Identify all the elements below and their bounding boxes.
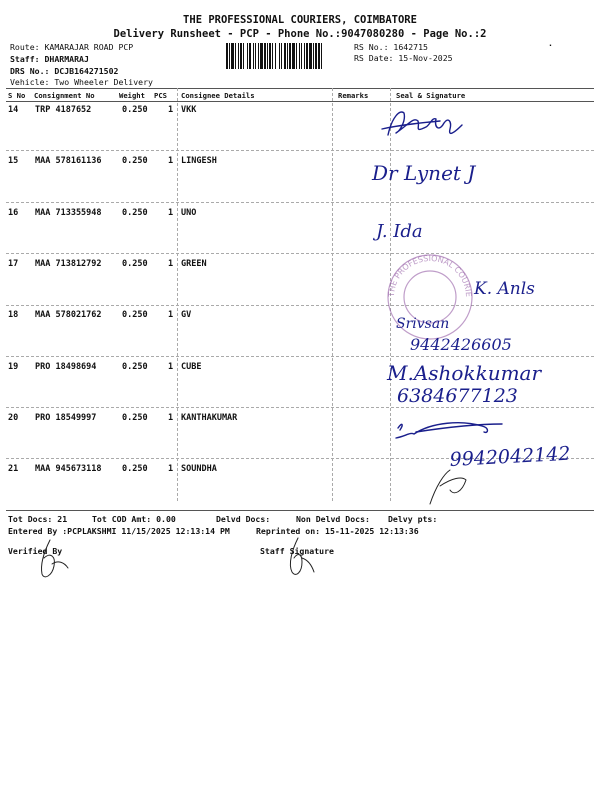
signature-text-15: Dr Lynet J: [372, 161, 476, 185]
row-consignment: MAA 945673118: [35, 464, 102, 474]
row-weight: 0.250: [122, 208, 148, 218]
staff-signature-label: Staff Signature: [260, 546, 334, 556]
row-pcs: 1: [168, 362, 174, 372]
row-divider: [6, 253, 594, 254]
signature-text-17: K. Anls: [474, 279, 535, 299]
svg-text:THE PROFESSIONAL COURIERS: [380, 243, 473, 298]
row-weight: 0.250: [122, 310, 148, 320]
row-pcs: 1: [168, 259, 174, 269]
col-remarks: Remarks: [338, 91, 369, 100]
row-pcs: 1: [168, 413, 174, 423]
rs-number: RS No.: 1642715: [354, 42, 428, 52]
signature-phone-20: 9942042142: [449, 442, 571, 471]
row-pcs: 1: [168, 105, 174, 115]
row-consignment: MAA 578021762: [35, 310, 102, 320]
signature-phone-18: 9442426605: [410, 335, 512, 354]
row-consignee: SOUNDHA: [181, 464, 217, 474]
delivery-points: Delvy pts:: [388, 514, 438, 524]
row-consignment: PRO 18498694: [35, 362, 97, 372]
signature-text-19: M.Ashokkumar: [387, 361, 542, 385]
signature-phone-19: 6384677123: [397, 385, 518, 407]
row-sno: 16: [8, 208, 19, 218]
row-weight: 0.250: [122, 156, 148, 166]
row-sno: 15: [8, 156, 19, 166]
col-weight: Weight: [119, 91, 145, 100]
row-consignee: GV: [181, 310, 192, 320]
header-top-rule: [6, 88, 594, 89]
signature-row-17: [470, 268, 560, 308]
row-consignment: MAA 578161136: [35, 156, 102, 166]
signature-row-14: [370, 103, 480, 148]
document-title: THE PROFESSIONAL COURIERS, COIMBATORE: [183, 14, 417, 26]
delivered-docs: Delvd Docs:: [216, 514, 271, 524]
row-sno: 19: [8, 362, 19, 372]
row-consignee: GREEN: [181, 259, 207, 269]
staff-signature-mark: [280, 532, 330, 580]
corner-mark: .: [548, 38, 553, 48]
total-docs: Tot Docs: 21: [8, 514, 68, 524]
row-consignment: MAA 713355948: [35, 208, 102, 218]
verified-by-signature: [28, 534, 78, 582]
row-consignee: VKK: [181, 105, 197, 115]
col-consignment: Consignment No: [34, 91, 95, 100]
row-weight: 0.250: [122, 362, 148, 372]
col-consignee: Consignee Details: [181, 91, 255, 100]
row-divider: [6, 202, 594, 203]
vehicle-label: Vehicle: Two Wheeler Delivery: [10, 77, 153, 87]
signature-row-15: [368, 150, 528, 195]
total-cod-amount: Tot COD Amt: 0.00: [92, 514, 176, 524]
row-weight: 0.250: [122, 105, 148, 115]
rs-date: RS Date: 15-Nov-2025: [354, 53, 453, 63]
route-label: Route: KAMARAJAR ROAD PCP: [10, 42, 134, 52]
row-consignment: MAA 713812792: [35, 259, 102, 269]
row-consignee: LINGESH: [181, 156, 217, 166]
row-sno: 17: [8, 259, 19, 269]
signature-text-16: J. Ida: [376, 221, 423, 242]
row-consignee: UNO: [181, 208, 197, 218]
non-delivered-docs: Non Delvd Docs:: [296, 514, 370, 524]
row-sno: 18: [8, 310, 19, 320]
row-sno: 21: [8, 464, 19, 474]
row-weight: 0.250: [122, 464, 148, 474]
row-pcs: 1: [168, 156, 174, 166]
signature-row-19: [385, 358, 575, 408]
signature-row-20-21: [392, 412, 592, 512]
entered-by: Entered By :PCPLAKSHMI 11/15/2025 12:13:14 PM: [8, 526, 230, 536]
row-pcs: 1: [168, 464, 174, 474]
drs-number: DRS No.: DCJB164271502: [10, 66, 119, 76]
row-consignment: PRO 18549997: [35, 413, 97, 423]
stamp-text: THE PROFESSIONAL COURIERS: [380, 243, 474, 298]
signature-row-18: [392, 312, 562, 357]
document-subtitle: Delivery Runsheet - PCP - Phone No.:9047080280 - Page No.:2: [113, 28, 487, 40]
reprinted-on: Reprinted on: 15-11-2025 12:13:36: [256, 526, 419, 536]
col-pcs: PCS: [154, 91, 167, 100]
verified-by-label: Verified By: [8, 546, 63, 556]
row-weight: 0.250: [122, 259, 148, 269]
row-consignee: KANTHAKUMAR: [181, 413, 238, 423]
row-sno: 14: [8, 105, 19, 115]
staff-label: Staff: DHARMARAJ: [10, 54, 89, 64]
row-consignment: TRP 4187652: [35, 105, 92, 115]
col-seal-signature: Seal & Signature: [396, 91, 466, 100]
header-bottom-rule: [6, 101, 594, 102]
row-weight: 0.250: [122, 413, 148, 423]
row-consignee: CUBE: [181, 362, 202, 372]
row-pcs: 1: [168, 310, 174, 320]
signature-text-18: Srivsan: [396, 316, 450, 332]
col-sno: S No: [8, 91, 26, 100]
row-sno: 20: [8, 413, 19, 423]
barcode: [226, 43, 353, 69]
row-pcs: 1: [168, 208, 174, 218]
signature-row-16: [370, 205, 460, 250]
